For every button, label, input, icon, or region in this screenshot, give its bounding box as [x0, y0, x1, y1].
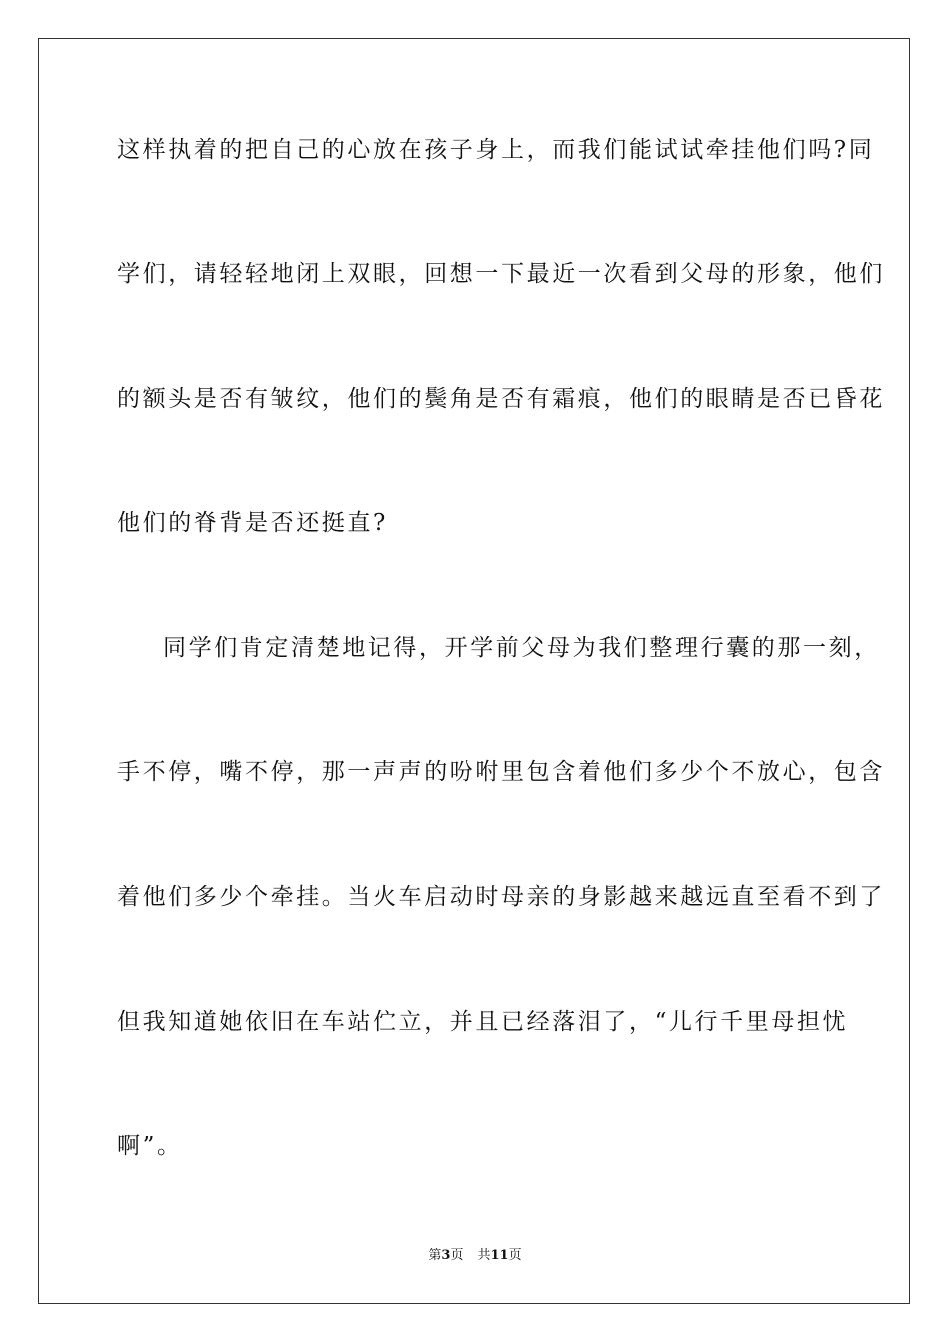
total-pages: 11 [490, 1248, 509, 1263]
text-line-5: 同学们肯定清楚地记得，开学前父母为我们整理行囊的那一刻， [163, 635, 880, 661]
text-line-4: 他们的脊背是否还挺直? [117, 510, 388, 536]
page-border [38, 38, 910, 1304]
page-prefix: 第 [428, 1248, 442, 1263]
total-prefix: 共 [477, 1248, 491, 1263]
page-suffix: 页 [450, 1248, 464, 1263]
text-line-7: 着他们多少个牵挂。当火车启动时母亲的身影越来越远直至看不到了 [117, 884, 885, 910]
total-suffix: 页 [508, 1248, 522, 1263]
text-line-8: 但我知道她依旧在车站伫立，并且已经落泪了，“儿行千里母担忧 [117, 1009, 849, 1035]
page-footer [0, 1247, 950, 1265]
text-line-6: 手不停，嘴不停，那一声声的吩咐里包含着他们多少个不放心，包含 [117, 759, 885, 785]
text-line-3: 的额头是否有皱纹，他们的鬓角是否有霜痕，他们的眼睛是否已昏花 [117, 386, 885, 412]
text-line-2: 学们，请轻轻地闭上双眼，回想一下最近一次看到父母的形象，他们 [117, 261, 885, 287]
text-line-9: 啊”。 [117, 1133, 183, 1159]
text-line-1: 这样执着的把自己的心放在孩子身上，而我们能试试牵挂他们吗?同 [117, 137, 875, 163]
page-number: 3 [441, 1248, 451, 1263]
